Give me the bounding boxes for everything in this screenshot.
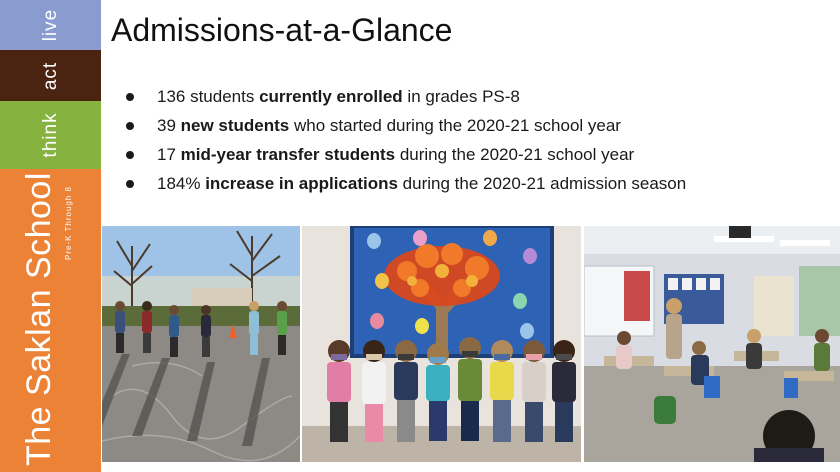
brand-band-act <box>0 50 101 101</box>
brand-band-school <box>0 169 101 472</box>
slide-title: Admissions-at-a-Glance <box>111 12 453 48</box>
bullet-list <box>126 86 686 202</box>
bullet-item: 184% increase in applications during the 2020-21 admission season <box>126 173 686 202</box>
brand-strip <box>0 0 101 472</box>
photo-students-outdoors <box>102 226 300 462</box>
bullet-item: 39 new students who started during the 2020-21 school year <box>126 115 686 144</box>
bullet-dot <box>126 122 134 130</box>
bullet-dot <box>126 151 134 159</box>
photo-students-tree-board <box>302 226 581 462</box>
brand-band-think <box>0 101 101 169</box>
bullet-dot <box>126 180 134 188</box>
brand-word-act: act <box>39 61 61 90</box>
school-name: The Saklan School <box>19 171 58 466</box>
bullet-item: 17 mid-year transfer students during the 2020-21 school year <box>126 144 686 173</box>
bullet-dot <box>126 93 134 101</box>
brand-word-live: live <box>39 8 61 42</box>
bullet-item: 136 students currently enrolled in grades PS-8 <box>126 86 686 115</box>
brand-word-think: think <box>39 112 61 158</box>
photo-classroom <box>584 226 840 462</box>
brand-band-live <box>0 0 101 50</box>
school-subtitle: Pre-K Through 8 <box>63 185 73 260</box>
